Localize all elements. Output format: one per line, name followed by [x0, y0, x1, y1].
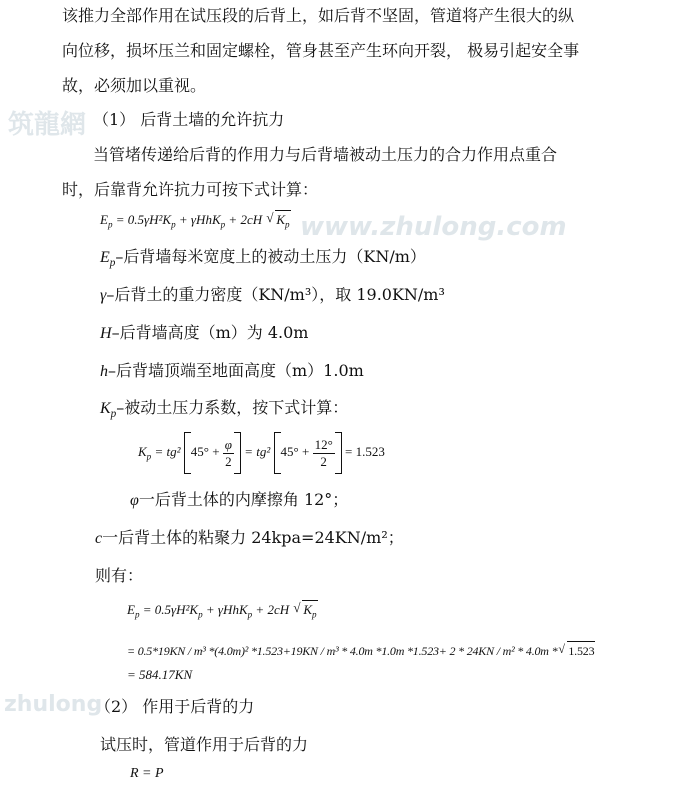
- formula-ep-calc-line2: = 0.5*19KN / m³ *(4.0m)² *1.523+19KN / m³ * 4.0m *1.0m *1.523+ 2 * 24KN / m² * 4.0m *√ 1.523: [127, 641, 595, 660]
- formula-r-equals-p: R = P: [130, 766, 164, 781]
- def-kp: $K_p-$被动土压力系数，按下式计算：: [100, 398, 349, 421]
- watermark-logo-text: 筑龍網: [8, 110, 87, 140]
- para1-line3: 故，必须加以重视。: [62, 76, 207, 95]
- def-h-upper: H–后背墙高度（m）为 4.0m: [100, 323, 309, 342]
- def-phi: φ一后背土体的内摩擦角 12°；: [130, 490, 349, 509]
- para3: 试压时，管道作用于后背的力: [100, 735, 309, 754]
- para1-line1: 该推力全部作用在试压段的后背上，如后背不坚固，管道将产生很大的纵: [62, 6, 575, 25]
- def-ep: $E_p-$后背墙每米宽度上的被动土压力（KN/m）: [100, 247, 426, 270]
- def-h-lower: h–后背墙顶端至地面高度（m）1.0m: [100, 361, 364, 380]
- formula-ep: $E_p = 0.5\gamma H^2K_p + \gamma HhK_p + 2cH$ √ $K_p$: [100, 210, 291, 229]
- watermark-url: www.zhulong.com: [300, 212, 567, 242]
- para2-line1: 当管堵传递给后背的作用力与后背墙被动土压力的合力作用点重合: [93, 145, 558, 164]
- formula-kp: $K_p = tg^2$ 45° + $\frac{\varphi}{2}$ = tg² 45° + $\frac{12^\circ}{2}$ = 1.523: [138, 432, 385, 474]
- para1-line2: 向位移，损坏压兰和固定螺栓，管身甚至产生环向开裂， 极易引起安全事: [62, 41, 580, 60]
- formula-ep-result: = 584.17KN: [127, 667, 193, 682]
- section1-heading: （1） 后背土墙的允许抗力: [93, 110, 285, 129]
- formula-ep-calc-line1: $E_p = 0.5\gamma H^2K_p + \gamma HhK_p + 2cH$ √ $K_p$: [127, 600, 318, 619]
- def-c: c一后背土体的粘聚力 24kpa=24KN/m²；: [95, 528, 404, 547]
- para2-line2: 时，后靠背允许抗力可按下式计算：: [62, 180, 319, 199]
- watermark-brand: zhulong: [4, 692, 103, 717]
- def-gamma: γ–后背土的重力密度（KN/m³），取 19.0KN/m³: [100, 285, 445, 304]
- then-label: 则有：: [95, 566, 144, 585]
- section2-heading: （2） 作用于后背的力: [95, 697, 255, 716]
